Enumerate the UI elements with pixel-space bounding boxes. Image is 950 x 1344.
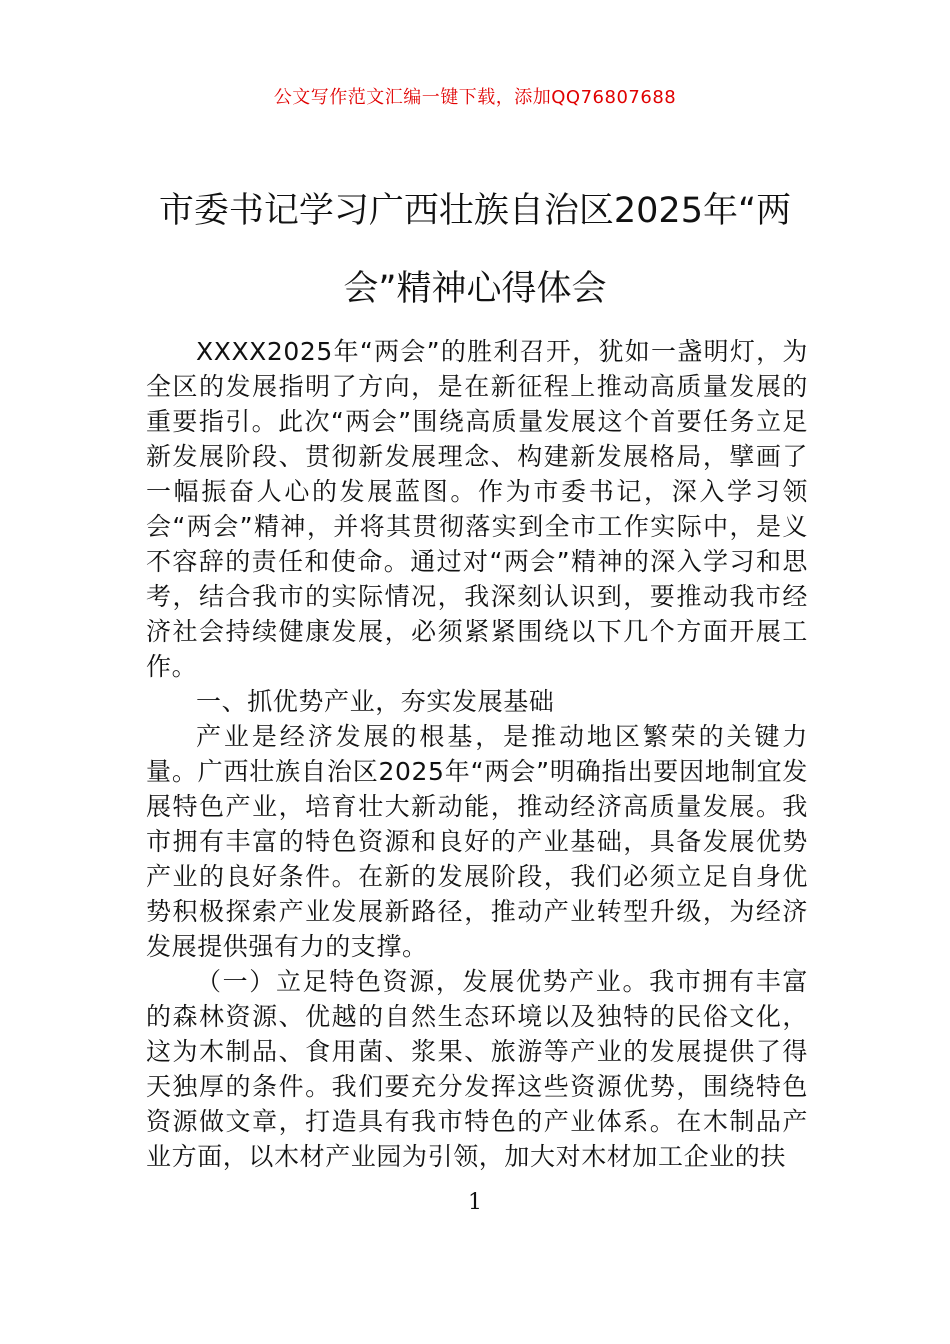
body-paragraph: 产业是经济发展的根基，是推动地区繁荣的关键力量。广西壮族自治区2025年“两会”明确指出要因地制宜发展特色产业，培育壮大新动能，推动经济高质量发展。我市拥有丰富的特色资源和良好的产业基础，具备发展优势产业的良好条件。在新的发展阶段，我们必须立足自身优势积极探索产业发展新路径，推动产业转型升级，为经济发展提供强有力的支撑。: [146, 722, 808, 961]
subsection-paragraph: （一）立足特色资源，发展优势产业。我市拥有丰富的森林资源、优越的自然生态环境以及独特的民俗文化，这为木制品、食用菌、浆果、旅游等产业的发展提供了得天独厚的条件。我们要充分发挥这些资源优势，围绕特色资源做文章，打造具有我市特色的产业体系。在木制品产业方面，以木材产业园为引领，加大对木材加工企业的扶: [146, 967, 808, 1171]
intro-paragraph: XXXX2025年“两会”的胜利召开，犹如一盏明灯，为全区的发展指明了方向，是在新征程上推动高质量发展的重要指引。此次“两会”围绕高质量发展这个首要任务立足新发展阶段、贯彻新发展理念、构建新发展格局，擘画了一幅振奋人心的发展蓝图。作为市委书记，深入学习领会“两会”精神，并将其贯彻落实到全市工作实际中，是义不容辞的责任和使命。通过对“两会”精神的深入学习和思考，结合我市的实际情况，我深刻认识到，要推动我市经济社会持续健康发展，必须紧紧围绕以下几个方面开展工作。: [146, 337, 808, 681]
document-body: [146, 334, 808, 1174]
promo-watermark: 公文写作范文汇编一键下载，添加QQ76807688: [273, 87, 677, 108]
document-title: 市委书记学习广西壮族自治区2025年“两会”精神心得体会: [158, 191, 792, 309]
page-number: 1: [468, 1190, 482, 1215]
section-heading: 一、抓优势产业，夯实发展基础: [196, 687, 555, 716]
